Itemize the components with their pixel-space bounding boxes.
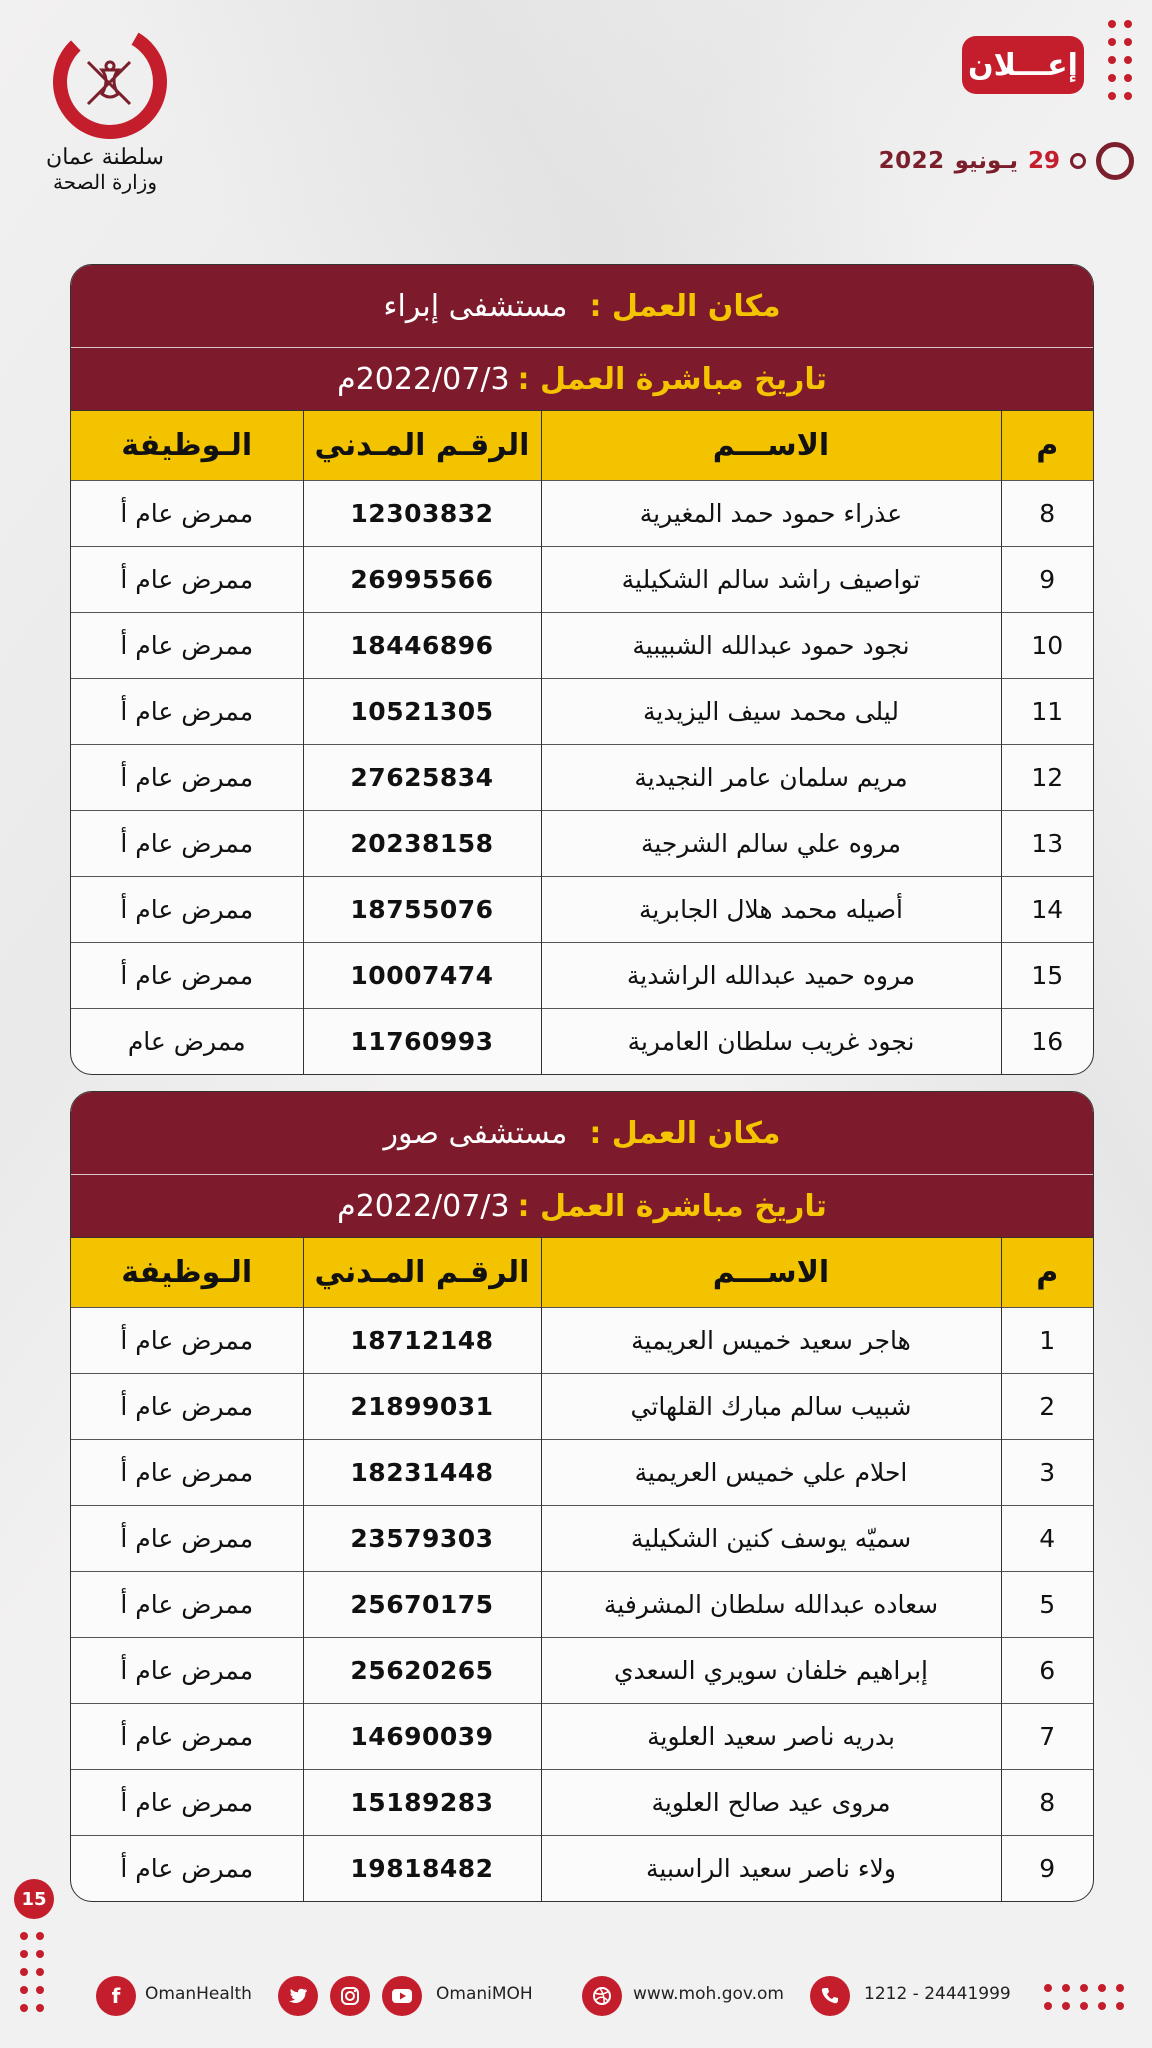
- work-place-label: مكان العمل :: [589, 288, 781, 324]
- cell-number: 3: [1001, 1440, 1093, 1506]
- cell-number: 2: [1001, 1374, 1093, 1440]
- cell-number: 1: [1001, 1308, 1093, 1374]
- small-ring-icon: [1070, 153, 1086, 169]
- social-handle[interactable]: OmaniMOH: [436, 1984, 533, 2004]
- cell-job: ممرض عام أ: [71, 1374, 303, 1440]
- cell-job: ممرض عام أ: [71, 1638, 303, 1704]
- page-number: 15: [14, 1879, 54, 1919]
- announcement-badge: إعـــلان: [962, 36, 1084, 94]
- svg-text:سلطنة عمان: سلطنة عمان: [46, 145, 164, 170]
- cell-name: احلام علي خميس العريمية: [541, 1440, 1001, 1506]
- cell-number: 8: [1001, 1770, 1093, 1836]
- cell-job: ممرض عام أ: [71, 943, 303, 1009]
- cell-name: عذراء حمود حمد المغيرية: [541, 481, 1001, 547]
- cell-civil-id: 26995566: [303, 547, 541, 613]
- cell-number: 10: [1001, 613, 1093, 679]
- cell-number: 9: [1001, 1836, 1093, 1902]
- column-header-name: الاســـم: [541, 411, 1001, 481]
- cell-number: 12: [1001, 745, 1093, 811]
- footer: [0, 1966, 1152, 2026]
- cell-civil-id: 18755076: [303, 877, 541, 943]
- cell-name: تواصيف راشد سالم الشكيلية: [541, 547, 1001, 613]
- date-row: [879, 136, 1134, 186]
- cell-number: 11: [1001, 679, 1093, 745]
- table-panel-sur: [70, 1091, 1094, 1902]
- youtube-icon[interactable]: [382, 1976, 422, 2016]
- column-header-name: الاســـم: [541, 1238, 1001, 1308]
- cell-civil-id: 11760993: [303, 1009, 541, 1075]
- cell-number: 4: [1001, 1506, 1093, 1572]
- cell-name: نجود غريب سلطان العامرية: [541, 1009, 1001, 1075]
- column-header-civil-id: الرقـم المـدني: [303, 1238, 541, 1308]
- cell-job: ممرض عام أ: [71, 547, 303, 613]
- table-row: [71, 1506, 1093, 1572]
- table-row: [71, 679, 1093, 745]
- cell-civil-id: 15189283: [303, 1770, 541, 1836]
- cell-job: ممرض عام أ: [71, 1506, 303, 1572]
- cell-job: ممرض عام أ: [71, 745, 303, 811]
- cell-civil-id: 18231448: [303, 1440, 541, 1506]
- work-place-value: مستشفى صور: [383, 1115, 568, 1151]
- cell-name: ولاء ناصر سعيد الراسبية: [541, 1836, 1001, 1902]
- cell-name: إبراهيم خلفان سويري السعدي: [541, 1638, 1001, 1704]
- table-row: [71, 1638, 1093, 1704]
- table-row: [71, 1770, 1093, 1836]
- table-row: [71, 1374, 1093, 1440]
- date-month: يـونيو: [954, 148, 1018, 174]
- cell-name: شبيب سالم مبارك القلهاتي: [541, 1374, 1001, 1440]
- start-date-row: [71, 347, 1093, 410]
- work-place-row: [71, 265, 1093, 347]
- table-row: [71, 1704, 1093, 1770]
- ministry-logo: [30, 24, 180, 199]
- table-row: [71, 1009, 1093, 1075]
- start-date-value: 2022/07/3م: [337, 361, 510, 397]
- employees-table: [71, 1237, 1093, 1901]
- start-date-row: [71, 1174, 1093, 1237]
- website-link[interactable]: www.moh.gov.om: [633, 1984, 784, 2004]
- date-day: 29: [1027, 148, 1060, 174]
- work-place-row: [71, 1092, 1093, 1174]
- column-header-number: م: [1001, 1238, 1093, 1308]
- cell-job: ممرض عام أ: [71, 877, 303, 943]
- cell-number: 8: [1001, 481, 1093, 547]
- cell-civil-id: 23579303: [303, 1506, 541, 1572]
- employees-table: [71, 410, 1093, 1074]
- work-place-value: مستشفى إبراء: [383, 288, 568, 324]
- column-header-job: الـوظيفة: [71, 411, 303, 481]
- cell-civil-id: 12303832: [303, 481, 541, 547]
- cell-name: نجود حمود عبدالله الشبيبية: [541, 613, 1001, 679]
- start-date-label: تاريخ مباشرة العمل :: [517, 1188, 827, 1224]
- phone-number[interactable]: 1212 - 24441999: [864, 1984, 1011, 2004]
- svg-text:وزارة الصحة: وزارة الصحة: [53, 170, 157, 194]
- table-row: [71, 481, 1093, 547]
- cell-civil-id: 25670175: [303, 1572, 541, 1638]
- table-row: [71, 811, 1093, 877]
- column-header-number: م: [1001, 411, 1093, 481]
- cell-name: مروه علي سالم الشرجية: [541, 811, 1001, 877]
- large-ring-icon: [1096, 142, 1134, 180]
- cell-name: ليلى محمد سيف اليزيدية: [541, 679, 1001, 745]
- cell-job: ممرض عام: [71, 1009, 303, 1075]
- cell-job: ممرض عام أ: [71, 1704, 303, 1770]
- twitter-icon[interactable]: [278, 1976, 318, 2016]
- table-row: [71, 1308, 1093, 1374]
- cell-name: أصيله محمد هلال الجابرية: [541, 877, 1001, 943]
- table-row: [71, 1572, 1093, 1638]
- cell-number: 15: [1001, 943, 1093, 1009]
- table-row: [71, 1836, 1093, 1902]
- cell-name: سميّه يوسف كنين الشكيلية: [541, 1506, 1001, 1572]
- table-row: [71, 613, 1093, 679]
- cell-job: ممرض عام أ: [71, 1308, 303, 1374]
- cell-name: مروى عيد صالح العلوية: [541, 1770, 1001, 1836]
- cell-name: سعاده عبدالله سلطان المشرفية: [541, 1572, 1001, 1638]
- facebook-icon[interactable]: f: [96, 1976, 136, 2016]
- cell-civil-id: 27625834: [303, 745, 541, 811]
- column-header-job: الـوظيفة: [71, 1238, 303, 1308]
- work-place-label: مكان العمل :: [589, 1115, 781, 1151]
- cell-name: مريم سلمان عامر النجيدية: [541, 745, 1001, 811]
- cell-job: ممرض عام أ: [71, 679, 303, 745]
- table-row: [71, 547, 1093, 613]
- web-icon[interactable]: [582, 1976, 622, 2016]
- start-date-label: تاريخ مباشرة العمل :: [517, 361, 827, 397]
- cell-civil-id: 10521305: [303, 679, 541, 745]
- cell-job: ممرض عام أ: [71, 1440, 303, 1506]
- table-row: [71, 1440, 1093, 1506]
- cell-job: ممرض عام أ: [71, 481, 303, 547]
- cell-civil-id: 21899031: [303, 1374, 541, 1440]
- table-header-block: [71, 1092, 1093, 1237]
- cell-civil-id: 19818482: [303, 1836, 541, 1902]
- cell-job: ممرض عام أ: [71, 1836, 303, 1902]
- table-row: [71, 943, 1093, 1009]
- cell-civil-id: 18446896: [303, 613, 541, 679]
- cell-civil-id: 20238158: [303, 811, 541, 877]
- cell-number: 6: [1001, 1638, 1093, 1704]
- cell-number: 14: [1001, 877, 1093, 943]
- cell-name: بدريه ناصر سعيد العلوية: [541, 1704, 1001, 1770]
- table-header-block: [71, 265, 1093, 410]
- cell-number: 13: [1001, 811, 1093, 877]
- cell-job: ممرض عام أ: [71, 613, 303, 679]
- cell-civil-id: 18712148: [303, 1308, 541, 1374]
- cell-civil-id: 25620265: [303, 1638, 541, 1704]
- table-row: [71, 745, 1093, 811]
- cell-job: ممرض عام أ: [71, 1770, 303, 1836]
- instagram-icon[interactable]: [330, 1976, 370, 2016]
- column-header-civil-id: الرقـم المـدني: [303, 411, 541, 481]
- cell-civil-id: 10007474: [303, 943, 541, 1009]
- facebook-handle[interactable]: OmanHealth: [145, 1984, 252, 2004]
- cell-number: 9: [1001, 547, 1093, 613]
- cell-job: ممرض عام أ: [71, 811, 303, 877]
- cell-number: 7: [1001, 1704, 1093, 1770]
- date-year: 2022: [878, 148, 945, 174]
- cell-number: 16: [1001, 1009, 1093, 1075]
- cell-name: هاجر سعيد خميس العريمية: [541, 1308, 1001, 1374]
- start-date-value: 2022/07/3م: [337, 1188, 510, 1224]
- cell-job: ممرض عام أ: [71, 1572, 303, 1638]
- cell-name: مروه حميد عبدالله الراشدية: [541, 943, 1001, 1009]
- table-row: [71, 877, 1093, 943]
- table-panel-ibra: [70, 264, 1094, 1075]
- phone-icon[interactable]: [810, 1976, 850, 2016]
- cell-civil-id: 14690039: [303, 1704, 541, 1770]
- cell-number: 5: [1001, 1572, 1093, 1638]
